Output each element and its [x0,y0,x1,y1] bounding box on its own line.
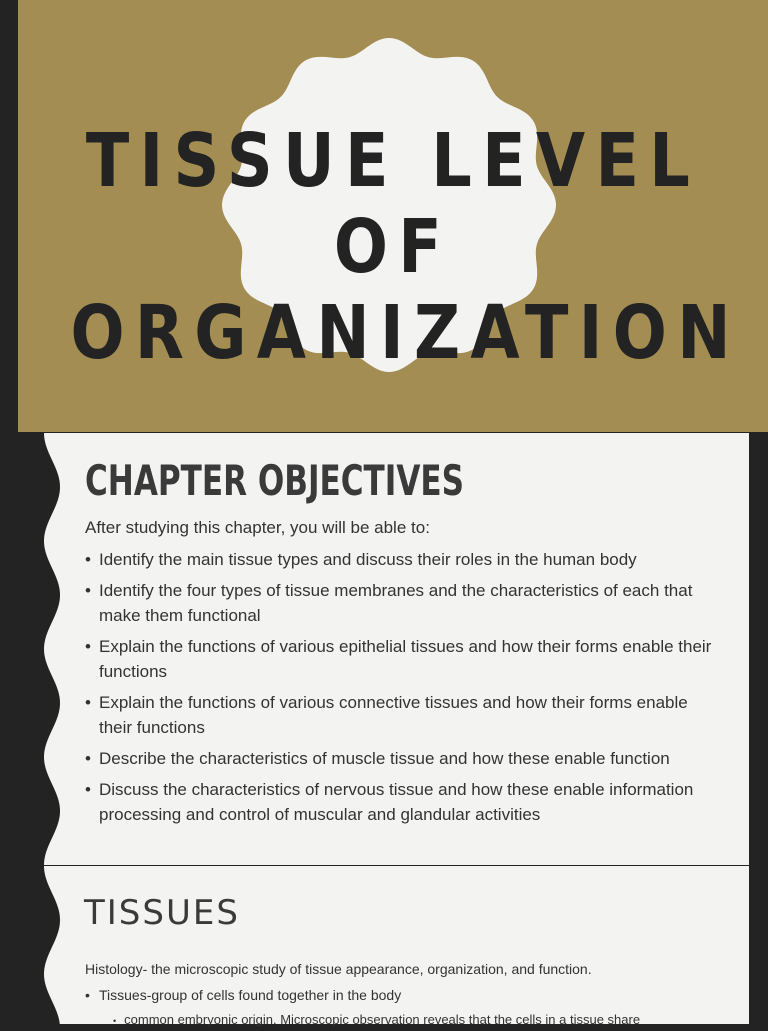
title-line-1: TISSUE LEVEL OF [85,118,701,290]
objectives-list [85,547,725,833]
list-item: • Identify the four types of tissue membranes and the characteristics of each that make them functional [85,578,725,628]
bullet-icon: • [85,581,91,600]
bullet-icon: • [85,693,91,712]
bullet-icon: • [85,637,91,656]
sub-list-item: • common embryonic origin. Microscopic observation reveals that the cells in a tissue share [113,1012,641,1027]
wavy-left-edge [40,866,60,1024]
list-item: • Explain the functions of various epithelial tissues and how their forms enable their functions [85,634,725,684]
bullet-icon: • [85,749,91,768]
list-item: • Explain the functions of various connective tissues and how their forms enable their functions [85,690,725,740]
right-edge-strip [749,866,768,1024]
title-slide [0,0,768,432]
list-item: • Identify the main tissue types and discuss their roles in the human body [85,547,725,572]
bullet-icon: • [113,1015,117,1026]
objectives-heading: CHAPTER OBJECTIVES [85,456,464,505]
right-edge-strip [749,433,768,865]
presentation-title [70,118,741,376]
list-item: • Tissues-group of cells found together in the body [85,984,735,1006]
bullet-icon: • [85,780,91,799]
bullet-icon: • [85,550,91,569]
tissues-heading: TISSUES [84,893,240,933]
title-line-2: ORGANIZATION [70,290,741,376]
objectives-intro: After studying this chapter, you will be able to: [85,518,430,537]
tissues-list [85,984,735,1006]
list-item: • Describe the characteristics of muscle tissue and how these enable function [85,746,725,771]
list-item: • Discuss the characteristics of nervous tissue and how these enable information processing and control of muscular and glandular activities [85,777,725,827]
histology-definition: Histology- the microscopic study of tissue appearance, organization, and function. [85,961,592,977]
wavy-left-edge [40,433,60,865]
bullet-icon: • [85,987,90,1003]
